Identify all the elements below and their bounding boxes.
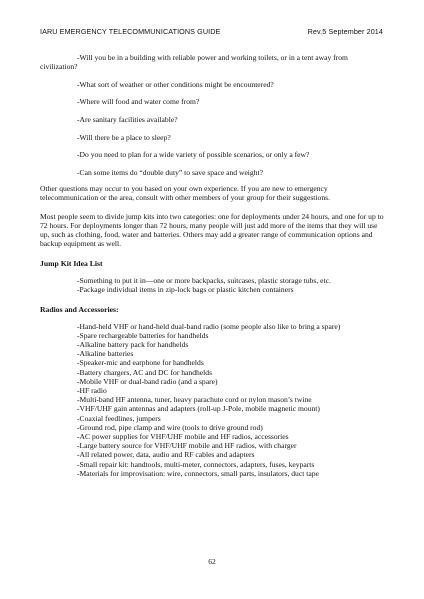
document-revision: Rev.5 September 2014: [307, 27, 383, 36]
list-item: -Speaker-mic and earphone for handhelds: [77, 358, 204, 368]
radios-list: [40, 322, 384, 478]
question-item: -Will you be in a building with reliable power and working toilets, or in a tent away from civilization?: [40, 53, 348, 72]
list-item: -Coaxial feedlines, jumpers: [77, 413, 161, 423]
body-paragraph: Most people seem to divide jump kits into two categories: one for deployments under 24 hours, and one for up to 72 hours. For deployments longer than 72 hours, many people will just add more of the items that they will use up, such as clothing, food, water and batteries. Others may add a greater range of communication options and backup equipment as well.: [40, 211, 384, 249]
question-item: -Do you need to plan for a wide variety of possible scenarios, or only a few?: [77, 150, 310, 160]
page-header: [40, 27, 383, 39]
question-item: -Are sanitary facilities available?: [77, 114, 178, 124]
list-item: -Multi-band HF antenna, tuner, heavy parachute cord or nylon mason’s twine: [77, 395, 312, 405]
list-item: -Spare rechargeable batteries for handhelds: [77, 330, 209, 340]
jump-kit-list: [40, 276, 384, 294]
question-item: -Will there be a place to sleep?: [77, 132, 171, 142]
list-item: -Small repair kit: handtools, multi-meter, connectors, adapters, fuses, keyparts: [77, 459, 315, 469]
question-item: -Where will food and water come from?: [77, 97, 200, 107]
list-item: -HF radio: [77, 385, 107, 395]
question-item: -Can some items do “double duty” to save space and weight?: [77, 167, 263, 177]
list-item: -Alkaline batteries: [77, 349, 134, 359]
list-item: -Alkaline battery pack for handhelds: [77, 339, 189, 349]
page-number: 62: [208, 557, 216, 566]
list-item: -Large battery source for VHF/UHF mobile and HF radios, with charger: [77, 441, 297, 451]
list-item: -VHF/UHF gain antennas and adapters (roll-up J-Pole, mobile magnetic mount): [77, 404, 320, 414]
list-item: -Materials for improvisation: wire, connectors, small parts, insulators, duct tape: [77, 468, 319, 478]
list-item: -Package individual items in zip-lock bags or plastic kitchen containers: [77, 285, 294, 295]
list-item: -Mobile VHF or dual-band radio (and a spare): [77, 376, 218, 386]
section-heading-jump-kit: Jump Kit Idea List: [40, 259, 103, 269]
document-title: IARU EMERGENCY TELECOMMUNICATIONS GUIDE: [40, 27, 221, 36]
list-item: -Something to put it in—one or more backpacks, suitcases, plastic storage tubs, etc.: [77, 275, 331, 285]
list-item: -Hand-held VHF or hand-held dual-band radio (some people also like to bring a spare): [77, 321, 341, 331]
list-item: -Battery chargers, AC and DC for handhelds: [77, 367, 213, 377]
question-item: -What sort of weather or other conditions might be encountered?: [77, 79, 274, 89]
page-content: [40, 53, 384, 478]
section-heading-radios: Radios and Accessories:: [40, 304, 119, 314]
list-item: -All related power, data, audio and RF cables and adapters: [77, 450, 255, 460]
body-paragraph: Other questions may occur to you based on your own experience. If you are new to emergency telecommunication or the area, consult with other members of your group for their suggestions.: [40, 183, 330, 203]
list-item: -Ground rod, pipe clamp and wire (tools to drive ground rod): [77, 422, 263, 432]
list-item: -AC power supplies for VHF/UHF mobile and HF radios, accessories: [77, 431, 289, 441]
